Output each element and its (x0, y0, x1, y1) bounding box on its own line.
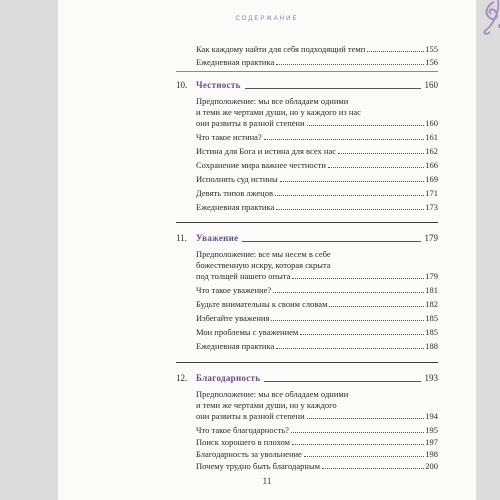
toc-entry[interactable]: Как каждому найти для себя подходящий темп 155 (196, 44, 438, 54)
toc-entry[interactable]: Поиск хорошего в плохом 197 (196, 437, 438, 447)
chapter-intro[interactable]: Предположение: мы все обладаем одними и теми же чертами души, но у каждого (196, 389, 349, 410)
book-page (58, 0, 476, 500)
toc-entry[interactable]: под толщей нашего опыта 179 (196, 271, 438, 281)
toc-entry[interactable]: Что такое благодарность? 195 (196, 425, 438, 435)
toc-entry[interactable]: Благодарность за увольнение 198 (196, 449, 438, 459)
toc-entry[interactable]: Будьте внимательны к своим словам 182 (196, 299, 438, 309)
section-divider (176, 222, 438, 223)
toc-entry[interactable]: Ежедневная практика 188 (196, 341, 438, 351)
toc-entry[interactable]: Ежедневная практика 173 (196, 202, 438, 212)
chapter-intro[interactable]: Предположение: мы все обладаем одними и теми же чертами души, но у каждого из нас (196, 96, 361, 117)
page-number: 11 (262, 476, 272, 486)
toc-entry[interactable]: Истина для Бога и истина для всех нас 162 (196, 146, 438, 156)
toc-entry[interactable]: они развиты в разной степени 194 (196, 411, 438, 421)
toc-entry[interactable]: Мои проблемы с уважением 185 (196, 327, 438, 337)
toc-entry[interactable]: Исполнять суд истины 169 (196, 174, 438, 184)
chapter-heading-10[interactable]: 10. Честность 160 (176, 80, 438, 90)
toc-entry[interactable]: Избегайте уважения 185 (196, 313, 438, 323)
toc-entry[interactable]: Ежедневная практика 156 (196, 57, 438, 67)
chapter-heading-11[interactable]: 11. Уважение 179 (176, 233, 438, 243)
toc-entry[interactable]: Сохранение мира важнее честности 166 (196, 160, 438, 170)
toc-entry[interactable]: Что такое уважение? 181 (196, 285, 438, 295)
chapter-intro[interactable]: Предположение: все мы несем в себе божественную искру, которая скрыта (196, 249, 331, 270)
toc-entry[interactable]: Что такое истина? 161 (196, 132, 438, 142)
toc-entry[interactable]: Почему трудно быть благодарным 200 (196, 461, 438, 471)
toc-entry[interactable]: они развиты в разной степени 160 (196, 118, 438, 128)
section-divider (176, 362, 438, 363)
section-divider (176, 71, 438, 72)
chapter-heading-12[interactable]: 12. Благодарность 193 (176, 373, 438, 383)
toc-entry[interactable]: Девять типов лжецов 171 (196, 188, 438, 198)
running-head: СОДЕРЖАНИЕ (235, 16, 299, 22)
